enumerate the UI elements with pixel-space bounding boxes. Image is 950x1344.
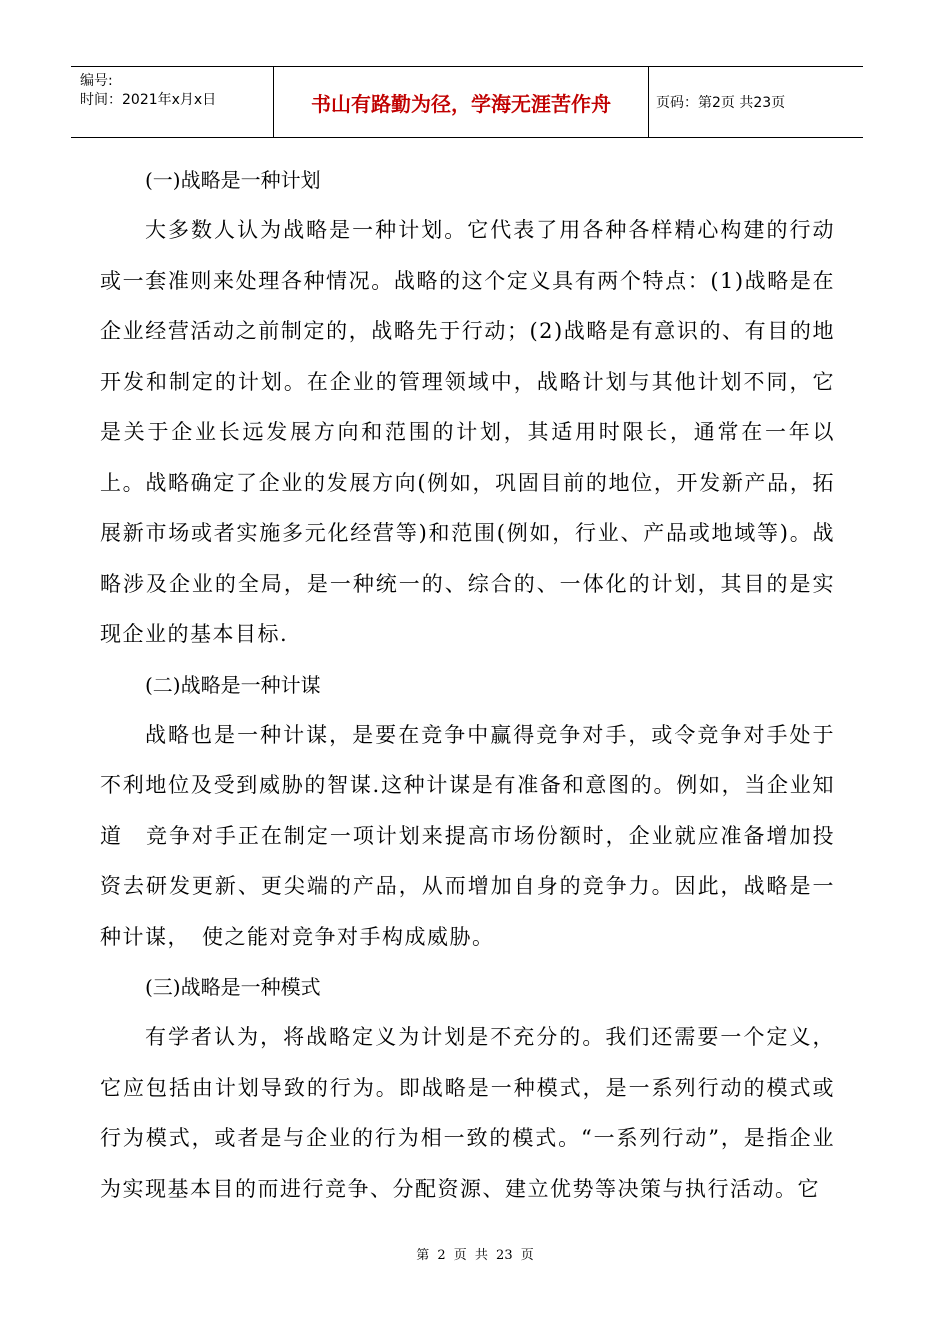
header-page-cell (649, 67, 863, 137)
section-heading: (二)战略是一种计谋 (145, 672, 321, 697)
section-heading: (三)战略是一种模式 (145, 975, 321, 999)
section-heading: (一)战略是一种计划 (145, 168, 321, 192)
section-paragraph: 有学者认为，将战略定义为计划是不充分的。我们还需要一个定义，它应包括由计划导致的行为。即战略是一种模式，是一系列行动的模式或行为模式，或者是与企业的行为相一致的模式。“一系列行动”，是指企业为实现基本目的而进行竞争、分配资源、建立优势等决策与执行活动。它 (100, 1025, 835, 1201)
header-left-cell (71, 67, 274, 137)
page-header (71, 66, 863, 138)
document-body (100, 155, 835, 1214)
section-paragraph: 大多数人认为战略是一种计划。它代表了用各种各样精心构建的行动或一套准则来处理各种情况。战略的这个定义具有两个特点：(1)战略是在企业经营活动之前制定的，战略先于行动；(2)战略是有意识的、有目的地开发和制定的计划。在企业的管理领域中，战略计划与其他计划不同，它是关于企业长远发展方向和范围的计划，其适用时限长，通常在一年以上。战略确定了企业的发展方向(例如，巩固目前的地位，开发新产品，拓展新市场或者实施多元化经营等)和范围(例如，行业、产品或地域等)。战略涉及企业的全局，是一种统一的、综合的、一体化的计划，其目的是实现企业的基本目标. (100, 218, 835, 646)
page-footer: 第 2 页 共 23 页 (416, 1248, 534, 1263)
header-motto: 书山有路勤为径，学海无涯苦作舟 (311, 91, 611, 116)
document-time-label: 时间：2021年x月x日 (80, 92, 217, 108)
section-paragraph: 战略也是一种计谋，是要在竞争中赢得竞争对手，或令竞争对手处于不利地位及受到威胁的智谋.这种计谋是有准备和意图的。例如，当企业知道 竞争对手正在制定一项计划来提高市场份额时，企业就应准备增加投资去研发更新、更尖端的产品，从而增加自身的竞争力。因此，战略是一种计谋， 使之能对竞争对手构成威胁。 (100, 722, 835, 949)
document-number-label: 编号: (80, 73, 113, 89)
header-page-info: 页码：第2页 共23页 (656, 95, 786, 111)
header-motto-cell (274, 67, 649, 137)
